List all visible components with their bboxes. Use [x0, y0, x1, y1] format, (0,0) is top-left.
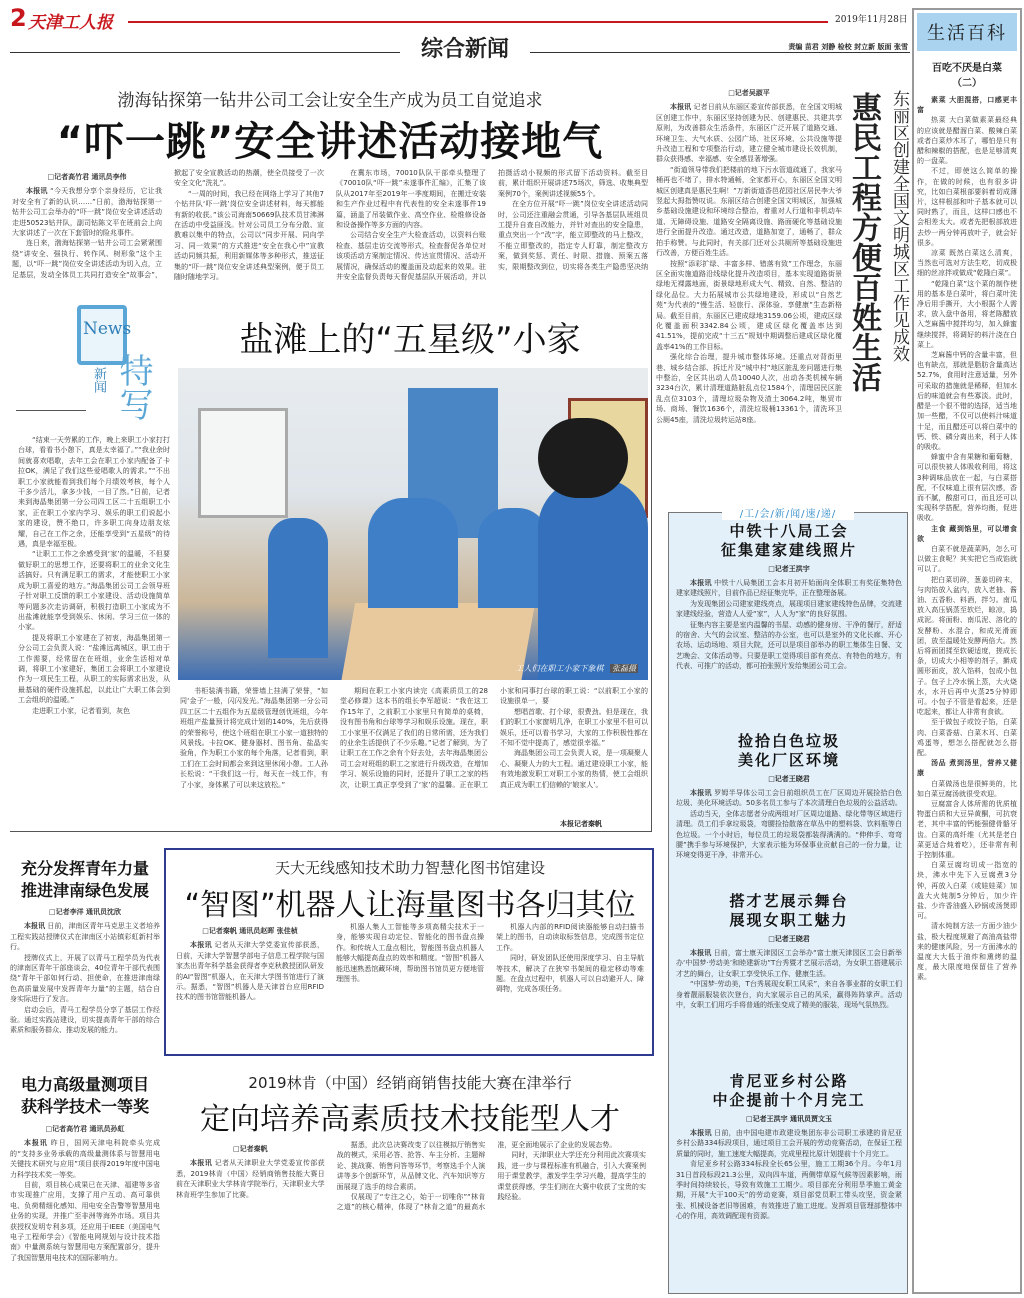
sidebar-paragraph: 素菜 大胆混搭，口感更丰富: [917, 96, 1017, 115]
byline: □记者吴淑平: [728, 89, 770, 97]
sidebar-column-title: 生活百科: [917, 13, 1017, 51]
paragraph: “一周的时间，我已经在网络上学习了其他7个钻井队‘吓一跳’岗位安全讲述材料，每天都能有新的收获。”该公司海南50669队技术员甘沸淋在活动中受益匪浅。针对公司员工分布分散、宣教难以集中的特点，公司以“同步开展、同向学习、同一效果”的方式推进“安全在我心中”宣教活动同频共振，利用新媒体等多种形式，推送征集的“吓一跳”岗位安全讲述典型案例，便于员工随时随地学习。: [174, 189, 324, 282]
lincoln-headline: 定向培养高素质技术技能型人才: [200, 1102, 620, 1137]
header-rule: [128, 21, 828, 23]
feature-bottom-body: [180, 686, 648, 818]
sidebar-paragraph: 汤品 煮到汤里，营养又健康: [917, 759, 1017, 778]
paragraph: 本报讯 记者日前从东丽区委宣传部获悉，在全国文明城区创建工作中，东丽区坚持创建为民、创建惠民、共建共享原则，为改善群众生活条件，东丽区广泛开展了道路交通、环境卫生、大气水质、公园广场、社区环境、公共设施等提升改造工程和专项整治行动，建立健全城市建设长效机制，群众获得感、幸福感、安全感显著增强。: [656, 103, 842, 164]
sidebar-paragraph: 清水炖制方法一方面少油少盐，极大程度规避了高油高盐带来的健康风险，另一方面沸水的温度大大低于油炸和熏烤的温度，最大限度地保留住了营养素。: [917, 922, 1017, 982]
union-news-label: /工/会/新/闻/速/递/: [722, 505, 854, 520]
paragraph: 本报讯 日前，富士康天津园区工会举办“富士康天津园区工会日新举办‘中国梦·劳动美’和睦建新功”T台秀暨才艺展示活动，为女职工搭建展示才艺的舞台，让女职工享受快乐工作、健康生活。: [676, 949, 902, 978]
safety-subtitle: 渤海钻探第一钻井公司工会让安全生产成为员工自觉追求: [117, 91, 543, 111]
paragraph: 书柜装满书籍，荣誉墙上挂满了荣誉，“如同‘金子’一般，闪闪发光。”海晶集团第一分公司四工区二十五组作为五星级管理创优班组，今年班组产盐量预计将完成计划的140%，先后获得的荣誉称号，使这个班组在职工小家一道独特的风景线。卡拉OK、健身器材、图书角、盐晶实验角，作为职工小家的每个角落，记者看到，职工们在工会时间都会来到这里休闲小憩。工人孙长松说：“干我们这一行，每天在一线工作，有了小家，身体累了可以来这放松。”: [180, 687, 328, 789]
feature-signoff: 本报记者秦帆: [560, 820, 602, 828]
power-body: □记者高竹君 通讯员孙虹 本报讯 昨日，国网天津电科院牵头完成的“支持多业务承载的高级量测体系与智慧用电关键技术研究与应用”项目获得2019年度中国电力科学技术奖一等奖。 目前，项目核心成果已在天津、福建等多省市实现推广应用，支撑了用户互动、高可靠供电、负荷精细化感知、用电安全告警等智慧用电业务的实现，并推广至非洲等海外市场。项目共获授权发明专利多项，还应用于IEEE（美国电气电子工程师学会）《智能电网规划与设计技术指南》中量测系统与智慧用电方案配置部分，提升了我国智慧用电技术的国际影响力。: [10, 1125, 160, 1262]
paragraph: “结束一天劳累的工作，晚上来职工小家打打台球，看看书小憩下，真是太幸福了。”“我业余时间就喜欢唱歌，去年工会在职工小家内配备了卡拉OK，满足了我们这些爱唱歌人的需求。”“不出职工小家就能看到我们每个月绩效考核，每个人干多少活儿，拿多少钱，一目了然。”日前，记者来到海晶集团第一分公司四工区二十五组职工小家，正在职工小家内学习、娱乐的职工们说起小家的建设，赞不绝口，许多职工向身边朋友炫耀，自己在工作之余，还能享受到“五星级”的待遇，真是幸福至极。: [18, 436, 170, 549]
feature-photo: [178, 368, 648, 680]
youth-headline: 充分发挥青年力量 推进津南绿色发展: [20, 859, 149, 900]
paragraph: 本报讯 记者从天津大学党委宣传部获悉，日前，天津大学智慧学部电子信息工程学院与国家杰出青年科学基金获得者李克秋教授团队研发的AI“智图”机器人，在天津大学图书馆进行了演示。据悉，“智图”机器人是天津首台应用RFID技术的图书馆智能机器人。: [176, 941, 324, 1002]
sidebar-life-encyclopedia: [912, 8, 1022, 1294]
paragraph: 海晶集团公司工会负责人说，是一项凝聚人心、凝聚人力的大工程。通过建设职工小家，能有效地激发职工对职工小家的热情，使工会组织真正成为职工们信赖的‘娘家人’。: [500, 749, 648, 789]
paragraph: 据悉，此次总决赛改变了以往模拟厅销售实战的模式，采用必答、抢答、车主分析、主题辩论、挑战赛、销售问答等环节，考察选手个人演讲等多个创新环节，从品牌文化、汽车知识等方面展现了选手的综合素质。: [336, 1141, 486, 1191]
paragraph: 本报讯 中铁十八局集团工会本月初开始面向全体职工有奖征集特色建家建线照片，目前作品已经征集完毕，正在整理备展。: [676, 579, 902, 598]
dongli-headline: 惠民工程方便百姓生活: [846, 92, 881, 392]
lincoln-subtitle: 2019林肯（中国）经销商销售技能大赛在津举行: [248, 1074, 572, 1092]
paragraph: 公司结合安全生产大检查活动，以资料台账检查、基层走访交流等形式，检查督促各单位对该项活动方案制定情况、传达宣贯情况、活动开展情况，确保活动的覆盖面及动起来的效果。驻井安全监督负责每天督促基层队开展活动，并以拍摄活动小视频的形式留下活动资料。截至目前，累计组织开展讲述75场次，筛选、收集典型案例70个，案例讲述视频55个。: [336, 169, 648, 282]
sidebar-paragraph: 至于做包子或饺子馅，白菜肉、白菜香菇、白菜木耳、白菜鸡蛋等，想怎么搭配就怎么搭配。: [917, 718, 1017, 757]
paragraph: 本报讯 “今天我想分享个亲身经历，它让我对安全有了新的认识……”日前，渤海钻探第一钻井公司工会举办的“吓一跳”岗位安全讲述活动走进50523钻井队，副司钻陈文平在班前会上向大家讲述了一次在下套管时的险兆事件。: [12, 187, 162, 238]
paragraph: 同时，天津职业大学还充分利用此次赛项实践，进一步与课程标准有机融合，引入大赛案例用于课堂教学，激发学生学习兴趣，提高学生的课堂获得感，学生们则在大赛中收获了宝贵的实践经验。: [497, 1151, 646, 1202]
union-item-headline: 搭才艺展示舞台 展现女职工魅力: [729, 892, 849, 929]
paper-logo: 天津工人报: [28, 13, 113, 33]
byline: □记者王洪宇: [768, 565, 810, 573]
paragraph: 在全方位开展“吓一跳”岗位安全讲述活动同时，公司还注重融会贯通，引导各基层队班组员工提升自查自改能力，并针对查出的安全隐患，重点突出一个“改”字，能立即整改的马上整改，不能立即整改的，指定专人盯靠，制定整改方案，做到奖惩、责任、时限、措施、预案五落实，限期整改到位，切实将各类生产隐患坚决纳: [498, 200, 648, 271]
paragraph: 肯尼亚乡村公路334标段全长65公里，施工工期36个月。今年1月31日首段标段21.3公里，双向四车道，两侧带草原气候等因素影响，雨季时间持续较长，导致有效施工工期少。项目部充分利用旱季施工黄金期，开展“大干100天”的劳动竞赛，项目部党员职工带头攻坚，资金紧张、机械设备老旧等困难，有效推进了施工进度。发挥项目管理部整体中心的作用，高效调配现有资源。: [676, 1160, 902, 1221]
library-subtitle: 天大无线感知技术助力智慧化图书馆建设: [274, 859, 545, 877]
library-headline: “智图”机器人让海量图书各归其位: [184, 888, 636, 923]
divider: [530, 52, 910, 53]
sidebar-paragraph: 主食 藏到馅里，可以增食欲: [917, 524, 1017, 543]
paragraph: 连日来，渤海钻探第一钻井公司工会紧紧围绕“讲安全、强执行、转作风、树形象”这个主题，以“吓一跳”岗位安全讲述活动为切入点，立足基层，发动全体员工共同打造安全“故事会”，掀起了安全宣教活动的热潮，使全员接受了一次安全文化“洗礼”。: [12, 169, 324, 279]
divider: [10, 52, 400, 53]
paragraph: “中国梦·劳动美，T台秀展现女职工风采”，来自各事业群的女职工们身着靓丽服装依次登台，向大家展示自己的风采，赢得阵阵掌声。活动中，女职工们用巧手将普通的纸张变成了精美的服装，现场气氛热烈。: [676, 980, 902, 1010]
byline: □记者王晓君: [768, 935, 810, 943]
paragraph: 活动当天，全体志愿者分成两组对厂区周边道路、绿化带等区域进行清理。员工们手拿垃圾袋，弯腰捡拾散落在草丛中的塑料袋、饮料瓶等白色垃圾。一个小时后，每位员工的垃圾袋都装得满满的。“伸伸手、弯弯腰”携手参与环境保护，大家表示能为环保事业贡献自己的一份力量，让环境变得更干净，非常开心。: [676, 809, 902, 860]
power-headline: 电力高级量测项目 获科学技术一等奖: [20, 1075, 149, 1116]
union-news-item: [676, 892, 902, 1062]
feature-headline: 盐滩上的“五星级”小家: [239, 320, 581, 360]
safety-headline: “吓一跳”安全讲述活动接地气: [56, 119, 604, 165]
paragraph: 本报讯 昨日，国网天津电科院牵头完成的“支持多业务承载的高级量测体系与智慧用电关键技术研究与应用”项目获得2019年度中国电力科学技术奖一等奖。: [10, 1139, 160, 1179]
union-item-body: [676, 788, 902, 861]
sidebar-paragraph: 豆腐富含人体所需的优质植物蛋白质和大豆异黄酮，可抗衰老，其中丰富的钙能强健骨骼牙齿。白菜的高纤维（尤其是老白菜更适合炖着吃），还非常有利于控制体重。: [917, 800, 1017, 860]
sidebar-paragraph: 白菜不就是蔬菜吗，怎么可以做主食呢？其实把它当成馅就可以了。: [917, 544, 1017, 574]
union-item-headline: 肯尼亚乡村公路 中企提前十个月完工: [712, 1072, 866, 1109]
sidebar-paragraph: 白菜做汤也是很鲜美的，比如白菜豆腐汤就很受欢迎。: [917, 779, 1017, 798]
youth-body: □记者李洋 通讯员沈欣 本报讯 日前，津南区青年马克思主义者培养工程实践站授牌仪式在津南区小站镇彩虹新村举行。 授牌仪式上，开展了以青马工程学员为代表的津南区青年干部座谈会，40位青年干部代表围绕“青年干部如何行动、担使命，在推进津南绿色高质量发展中发挥青年力量”的主题，结合自身实际进行了发言。 启动会后，青马工程学员分享了基层工作经验。通过实践站建设，切实提高青年干部的综合素质和服务群众、推动发展的能力。: [10, 908, 160, 1035]
lincoln-body: □记者秦帆 本报讯 记者从天津职业大学党委宣传部获悉，2019林肯（中国）经销商销售技能大赛日前在天津职业大学林肯学院举行，天津职业大学林肯班学生参加了比赛。 据悉，此次总决赛改变了以往模拟厅销售实战的模式，采用必答、抢答、车主分析、主题辩论、挑战赛、销售问答等环节，考察选手个人演讲等多个创新环节，从品牌文化、汽车知识等方面展现了选手的综合素质。 仅展现了“专注之心，始于一切唯你”“林肯之道”的核心精神，体现了“林肯之道”的最高水准，更全面地展示了企业的发展态势。 同时，天津职业大学还充分利用此次赛项实践，进一步与课程标准有机融合，引入大赛案例用于课堂教学，激发学生学习兴趣，提高学生的课堂获得感，学生们则在大赛中收获了宝贵的实践经验。: [176, 1141, 646, 1212]
union-news-item: [676, 1072, 902, 1287]
safety-body: [12, 168, 648, 286]
paragraph: 提及将职工小家建在了初衷，海晶集团第一分公司工会负责人说：“盐滩远离城区，职工由于工作需要，经常留在在班组，业余生活相对单调，将职工小家建好，集团工会将职工小家建设作为一项民生工程，从职工的实际需求出发，从最基础的硬件设施抓起，以此让广大职工体会到工会组织的温暖。”: [18, 633, 170, 705]
paragraph: 征集内容主要是室内温馨的书屋、动感的健身房、干净的餐厅，舒适的宿舍、大气的会议室、整洁的办公室，也可以是室外的文化长廊、开心农场、运动场地、项目大院，还可以是项目部举办的职工集体生日餐、文艺晚会、文体活动等。只要是职工觉得项目部有亮点、有特色的地方，有代表、可推广的活动，都可拍张照片发给集团公司工会。: [676, 620, 902, 671]
sidebar-paragraph: 热菜 大白菜做素菜最经典的应该就是醋溜白菜、酸辣白菜或者白菜炒木耳了，哪怕是只有醋和辣椒的搭配，也是足够清爽的一盘菜。: [917, 116, 1017, 166]
paragraph: 本报讯 日前，津南区青年马克思主义者培养工程实践站授牌仪式在津南区小站镇彩虹新村举行。: [10, 922, 160, 952]
sidebar-paragraph: 芝麻酱中钙的含量丰富，但也有缺点，那就是脂肪含量高达52.7%，食用时注意适量，另外可采取的措施就是稀释，但加水后的味道就会有些寡淡。此时，醋是一个很不错的选择，适当地加一些醋，不仅可以使料汁味道十足，而且醋还可以将白菜中的钙、铁、磷分离出来，利于人体的吸收。: [917, 351, 1017, 451]
paragraph: 目前，项目核心成果已在天津、福建等多省市实现推广应用，支撑了用户互动、高可靠供电、负荷精细化感知、用电安全告警等智慧用电业务的实现，并推广至非洲等海外市场。项目共获授权发明专利多项，还应用于IEEE（美国电气电子工程师学会）《智能电网规划与设计技术指南》中量测系统与智慧用电方案配置部分，提升了我国智慧用电技术的国际影响力。: [10, 1181, 160, 1262]
sidebar-paragraph: “乾隆白菜”这个菜的制作使用的基本是白菜叶，将白菜叶洗净后用手撕开，大小根据个人需求，放入盘中备用，将老陈醋放入芝麻酱中搅拌均匀，加入蜂蜜继续搅拌，将调好的料汁浇在白菜上。: [917, 279, 1017, 349]
photo-credit: 张磊摄: [612, 664, 636, 673]
sidebar-paragraph: 凉菜 既然白菜这么清爽，当然也可选对方法生吃，切成极细的丝凉拌或做成“乾隆白菜”。: [917, 249, 1017, 278]
paragraph: 期间在职工小家内读完《高素质员工的28堂必修课》这本书的组长李军超说：“我在这工作15年了，之前职工小家里只有简单的桌椅，没有图书角和台球等学习和娱乐设施。现在，职工小家里不仅满足了我们的日常所需，还为我们的业余生活提供了不少乐趣。”记者了解到，为了让职工在工作之余有个好去处，去年海晶集团公司工会对班组的职工之家进行升级改造，在增加学习、娱乐设施的同时，还提升了职工之家的档次，让职工真正享受到了‘家’的温馨。正在职工小家和同事打台球的职工说：“以前职工小家的设施很单一，要: [340, 687, 648, 789]
byline: □记者王晓君: [768, 775, 810, 783]
paragraph: 授牌仪式上，开展了以青马工程学员为代表的津南区青年干部座谈会，40位青年干部代表围绕“青年干部如何行动、担使命，在推进津南绿色高质量发展中发挥青年力量”的主题，结合自身实际进行了发言。: [10, 953, 160, 1004]
dongli-body: [656, 84, 842, 494]
paragraph: 在冀东市场，70010队队干部牵头整理了《70010队“吓一跳”未遂事件汇编》，汇集了该队从2017年至2019年一季度期间，在搬迁安装和生产作业过程中有代表性的安全未遂事件19篇，涵盖了吊装做作业、高空作业、检维修设备和设备操作等多方面的内容。: [336, 169, 486, 230]
feature-left-body: [18, 435, 170, 825]
union-news-item: [676, 732, 902, 882]
paragraph: 本报讯 罗姆半导体公司工会日前组织员工在厂区周边开展捡拾白色垃圾、美化环境活动。50多名员工参与了本次清理白色垃圾的公益活动。: [676, 789, 902, 808]
sidebar-title: 百吃不厌是白菜: [932, 63, 1002, 74]
issue-date: 2019年11月28日: [835, 15, 908, 25]
byline: □记者高竹君 通讯员李伟: [47, 173, 127, 181]
paragraph: 机器人集人工智能等多项高精尖技术于一身，能够实现自动定位、智能化的图书盘点操作。和传统人工盘点相比，智能图书盘点机器人能够大幅提高盘点的效率和精度。“智图”机器人能迅速熟悉馆藏环境，帮助图书馆员更方便地管理图书。: [336, 923, 484, 984]
paragraph: 本报讯 日前，由中国电建市政建设集团东非公司职工承建的肯尼亚乡村公路334标段项目，通过项目工会开展的劳动竞赛活动，在保证工程质量的同时，施工速度大幅提高，完成里程比原计划提前十个月完工。: [676, 1129, 902, 1158]
paragraph: 强化综合治理，提升城市整体环境。还重点对背街里巷、城乡结合部、拆迁片及“城中村”地区脏乱差问题进行集中整治，全区共出动人员10040人次，出动各类机械车辆3234台次，累计清理道路脏乱点位1584个，清理居民区脏乱点位3103个，清理垃圾杂物及渣土3064.2吨，集贸市场、商场、餐饮1636个，清洗垃圾桶13361个，清洗环卫公厕45座，清洗垃圾转运站8座。: [656, 353, 842, 424]
union-news-item: [676, 522, 902, 722]
byline: □记者王洪宇 通讯员贾文玉: [745, 1115, 833, 1123]
dongli-subtitle: 东丽区创建全国文明城区工作见成效: [889, 90, 909, 362]
sidebar-title-part: （二）: [952, 78, 982, 89]
union-item-headline: 捡拾白色垃圾 美化厂区环境: [737, 732, 840, 769]
paragraph: 机器人内部的RFID阅读器能够自动扫描书架上的图书，自动读取标签信息，完成图书定位工作。: [496, 923, 644, 952]
divider: [16, 410, 86, 411]
photo-caption: 工人们在职工小家下象棋: [515, 664, 604, 673]
paragraph: 为发现集团公司建家建线亮点，展现项目建家建线特色品牌，交流建家建线经验，营造人人爱“家”，人人为“家”的良好氛围。: [676, 599, 902, 619]
union-item-headline: 中铁十八局工会 征集建家建线照片: [720, 522, 857, 559]
section-title: 综合新闻: [420, 36, 509, 62]
paragraph: “街道领导带我们把楼前的地下污水管道疏通了，我家马桶再也不堵了，排水特通畅，全家都开心，东丽区全国文明城区创建真是惠民生啊！”万新街道香邑花园社区居民李大爷竖起大拇指赞叹说。东丽区结合创建全国文明城区，加强城乡基础设施建设和环境综合整治，着重对人行道和非机动车道、无障碍设施、道路安全隔离设施、路面硬化等基础设施进行全面提升改造。通过改造，道路加宽了，通畅了，群众拍手称赞。与此同时，有关部门还对公共厕所等基础设施进行改善，方便百姓生活。: [656, 165, 842, 258]
sidebar-paragraph: 白菜豆腐均切成一指宽的块，沸水中先下入豆腐煮3分钟，再放入白菜（或娃娃菜）加盖大火炖制5分钟后，加少许盐、少许香油盛入砂锅或汤煲即可。: [917, 861, 1017, 921]
sidebar-paragraph: 蜂蜜中含有果糖和葡萄糖，可以很快被人体吸收利用，将这3种调味品放在一起，与白菜搭配，不仅味道上很有层次感，香而不腻，酸甜可口，而且还可以实现科学搭配，营养均衡，促进吸收。: [917, 453, 1017, 523]
paragraph: 本报讯 记者从天津职业大学党委宣传部获悉，2019林肯（中国）经销商销售技能大赛日前在天津职业大学林肯学院举行，天津职业大学林肯班学生参加了比赛。: [176, 1159, 325, 1199]
paragraph: “让职工工作之余感受到‘家’的温暖，不但要做好职工的思想工作，还要将职工的业余文化生活搞好。只有满足职工的需求，才能使职工小家成为职工喜爱的地方。”海晶集团公司工会领导班子针对职工反馈的职工小家建设、活动设施简单等问题多次走访调研，积极打造职工小家成为不出盐滩就能享受到娱乐、休闲、学习三位一体的小家。: [18, 550, 170, 632]
union-item-body: [676, 578, 902, 672]
paragraph: 仅展现了“专注之心，始于一切唯你”“林肯之道”的核心精神，体现了“林肯之道”的最高水准，更全面地展示了企业的发展态势。: [336, 1141, 617, 1212]
union-item-body: [676, 1128, 902, 1222]
sidebar-paragraph: 把白菜切碎，葱姜切碎末，与肉馅放入盆内，放入老抽、酱油、五香粉、料酒，拌匀。南瓜放入高压锅蒸至软烂，晾凉，捣成泥。将面粉、南瓜泥、溶化的发酵粉、水混合，和成光滑面团，放至温暖处发酵两倍大。然后将面团揉至软硬适度，搓成长条，切成大小相等的剂子，擀成圆形面皮，放入馅料，包成小包子。包子上冷水锅上蒸，大火烧水，水开后再中火蒸25分钟即可。小包子不管是看起来，还是吃起来，都让人非常有食欲。: [917, 575, 1017, 717]
page-number: 2: [10, 4, 27, 32]
sidebar-paragraph: 不过，即使这么简单的操作，在做的时候，也有很多讲究，比如白菜根部要斜着切成薄片，这样根部和叶子基本就可以同时熟了，而且，这样口感也不会相差太大。或者先把根部放进去炒一两分钟再放叶子，就会好很多。: [917, 167, 1017, 247]
paragraph: 走进职工小家，记者看到，灰色: [32, 706, 130, 715]
paragraph: 同时，研发团队还使用深度学习、自主导航等技术，解决了在狭窄书架间的稳定移动等难题。在盘点过程中，机器人可以自动避开人、障碍物，完成各项任务。: [496, 954, 644, 994]
sidebar-body: [917, 95, 1017, 1255]
news-feature-icon: News 新闻 特写: [75, 305, 163, 430]
library-body: □记者秦帆 通讯员赵晖 张佳桢 本报讯 记者从天津大学党委宣传部获悉，日前，天津大学智慧学部电子信息工程学院与国家杰出青年科学基金获得者李克秋教授团队研发的AI“智图”机器人，在天津大学图书馆进行了演示。据悉，“智图”机器人是天津首台应用RFID技术的图书馆智能机器人。 机器人集人工智能等多项高精尖技术于一身，能够实现自动定位、智能化的图书盘点操作。和传统人工盘点相比，智能图书盘点机器人能够大幅提高盘点的效率和精度。“智图”机器人能迅速熟悉馆藏环境，帮助图书馆员更方便地管理图书。 机器人内部的RFID阅读器能够自动扫描书架上的图书，自动读取标签信息，完成图书定位工作。 同时，研发团队还使用深度学习、自主导航等技术，解决了在狭窄书架间的稳定移动等难题。在盘点过程中，机器人可以自动避开人、障碍物，完成各项任务。: [176, 923, 644, 1002]
paragraph: 想唱首歌、打个球，很费劲。但是现在，我们的职工小家窗明几净，在职工小家里不但可以娱乐，还可以看书学习，大家的工作积极性都在不知不觉中提高了，感觉很幸福。”: [500, 707, 648, 748]
editors-line: 责编 苗君 刘静 检校 封立新 版面 张雪: [700, 42, 908, 52]
paragraph: 按照“添彩扩绿、丰富多样、错落有致”工作理念，东丽区全面实施道路沿线绿化提升改造项目，基本实现道路街景绿地无裸露地面，街景绿地形成大气、精致、自然、整洁的绿化品位。大力拓展城市公共绿地建设，形成以“自然艺苑”为代表的“慢生活、轻旅行、深体验、享健康”生态新格局。截至目前，东丽区已建成绿地3159.06公顷，建成区绿化覆盖面积3342.84公顷，建成区绿化覆盖率达到41.51%，提前完成“十三五”规划中期调整后建成区绿化覆盖率41%的工作目标。: [656, 259, 842, 351]
paragraph: 启动会后，青马工程学员分享了基层工作经验。通过实践站建设，切实提高青年干部的综合素质和服务群众、推动发展的能力。: [10, 1005, 160, 1035]
union-item-body: [676, 948, 902, 1010]
